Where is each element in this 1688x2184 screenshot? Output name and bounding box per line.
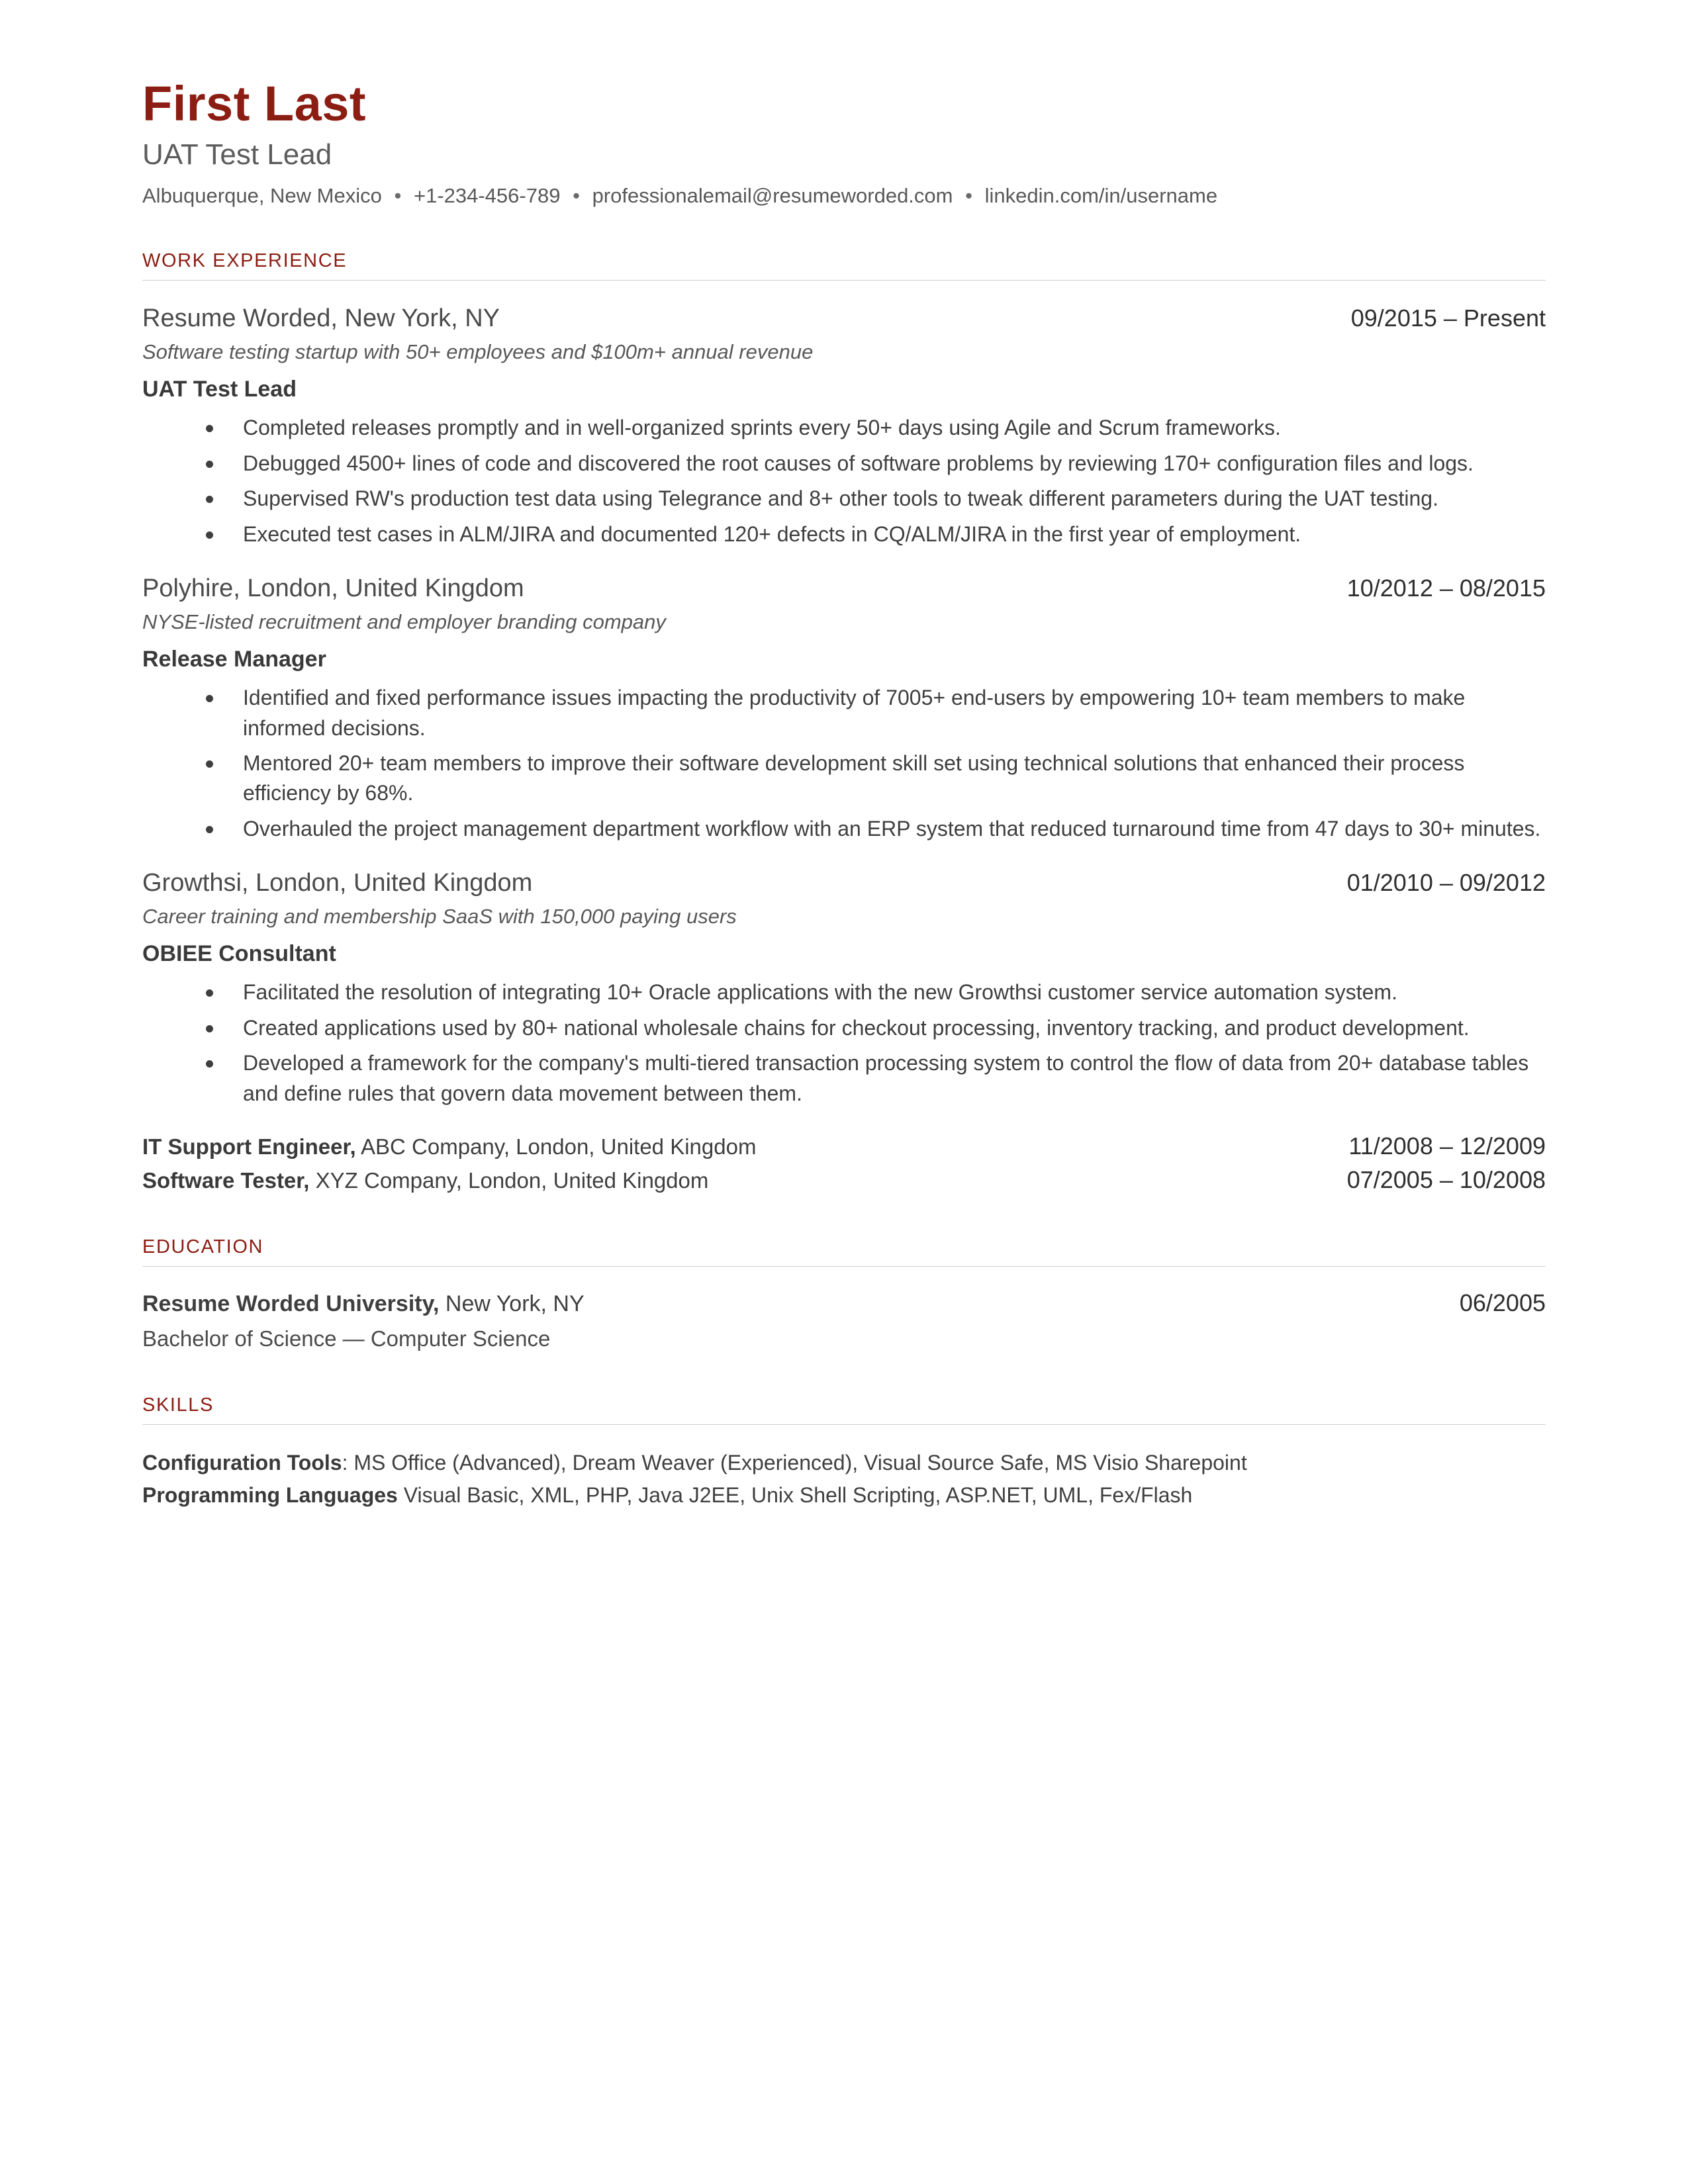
experience-dates: 10/2012 – 08/2015 [1346, 574, 1546, 602]
education-header [142, 1289, 1546, 1318]
experience-bullet: Created applications used by 80+ national wholesale chains for checkout processing, inventory tracking, and product development. [142, 1013, 1546, 1043]
education-school-location: New York, NY [439, 1291, 585, 1317]
education-degree: Bachelor of Science — Computer Science [142, 1326, 551, 1351]
short-role-text [142, 1166, 708, 1196]
short-role-title: Software Tester, [142, 1167, 310, 1193]
short-role-detail: ABC Company, London, United Kingdom [355, 1134, 757, 1160]
experience-company: Growthsi, London, United Kingdom [142, 869, 533, 897]
short-role-dates: 11/2008 – 12/2009 [1348, 1132, 1546, 1160]
experience-bullet: Mentored 20+ team members to improve their software development skill set using technical solutions that enhanced their process efficiency by 68%. [142, 749, 1546, 809]
contact-location: Albuquerque, New Mexico [142, 184, 382, 208]
education-school [142, 1289, 585, 1318]
experience-role-title: Release Manager [142, 646, 326, 672]
experience-bullet: Facilitated the resolution of integrating 10+ Oracle applications with the new Growthsi customer service automation system. [142, 978, 1546, 1007]
contact-separator: • [573, 184, 580, 208]
experience-company-blurb: NYSE-listed recruitment and employer branding company [142, 610, 666, 633]
contact-phone[interactable]: +1-234-456-789 [413, 184, 561, 208]
skill-category-label: Configuration Tools [142, 1451, 342, 1475]
experience-dates: 09/2015 – Present [1350, 304, 1546, 332]
candidate-name: First Last [142, 76, 367, 131]
skills-list [142, 1447, 1546, 1510]
skill-category-label: Programming Languages [142, 1482, 398, 1507]
contact-email[interactable]: professionalemail@resumeworded.com [592, 184, 953, 208]
resume-header [142, 78, 1546, 209]
experience-header [142, 868, 1546, 899]
contact-linkedin[interactable]: linkedin.com/in/username [984, 184, 1218, 208]
contact-line [142, 183, 1546, 209]
section-title-education: EDUCATION [142, 1236, 264, 1258]
section-divider [142, 1266, 1546, 1267]
skill-values: : MS Office (Advanced), Dream Weaver (Experienced), Visual Source Safe, MS Visio Sharepoint [342, 1451, 1247, 1475]
short-role-entry [142, 1132, 1546, 1162]
experience-company-blurb: Software testing startup with 50+ employees and $100m+ annual revenue [142, 340, 814, 363]
experience-bullet-list [142, 413, 1546, 549]
candidate-headline: UAT Test Lead [142, 138, 332, 171]
experience-bullet-list [142, 978, 1546, 1109]
short-role-title: IT Support Engineer, [142, 1134, 356, 1160]
short-role-detail: XYZ Company, London, United Kingdom [309, 1167, 709, 1193]
experience-bullet: Developed a framework for the company's multi-tiered transaction processing system to control the flow of data from 20+ database tables and define rules that govern data movement between them. [142, 1048, 1546, 1109]
short-role-entry [142, 1166, 1546, 1196]
experience-dates: 01/2010 – 09/2012 [1346, 869, 1546, 897]
short-roles-list [142, 1132, 1546, 1195]
experience-bullet: Overhauled the project management department workflow with an ERP system that reduced turnaround time from 47 days to 30+ minutes. [142, 814, 1546, 844]
experience-bullet: Supervised RW's production test data using Telegrance and 8+ other tools to tweak different parameters during the UAT testing. [142, 484, 1546, 514]
experience-bullet: Identified and fixed performance issues impacting the productivity of 7005+ end-users by empowering 10+ team members to make informed decisions. [142, 683, 1546, 743]
section-title-work-experience: WORK EXPERIENCE [142, 250, 348, 272]
experience-role-title: UAT Test Lead [142, 377, 297, 402]
experience-entry [142, 303, 1546, 549]
short-role-text [142, 1132, 756, 1162]
skill-line [142, 1480, 1546, 1510]
education-date: 06/2005 [1459, 1289, 1546, 1317]
experience-bullet: Completed releases promptly and in well-organized sprints every 50+ days using Agile and Scrum frameworks. [142, 413, 1546, 443]
experience-company-blurb: Career training and membership SaaS with 150,000 paying users [142, 904, 737, 928]
section-divider [142, 280, 1546, 281]
experience-bullet: Executed test cases in ALM/JIRA and documented 120+ defects in CQ/ALM/JIRA in the first year of employment. [142, 520, 1546, 549]
experience-bullet-list [142, 683, 1546, 844]
experience-bullet: Debugged 4500+ lines of code and discovered the root causes of software problems by reviewing 170+ configuration files and logs. [142, 449, 1546, 478]
experience-company: Resume Worded, New York, NY [142, 304, 500, 333]
experience-header [142, 573, 1546, 605]
skill-values: Visual Basic, XML, PHP, Java J2EE, Unix Shell Scripting, ASP.NET, UML, Fex/Flash [397, 1482, 1193, 1507]
section-title-skills: SKILLS [142, 1394, 214, 1416]
education-entry [142, 1289, 1546, 1353]
education-school-name: Resume Worded University, [142, 1291, 440, 1317]
skill-line [142, 1447, 1546, 1478]
short-role-dates: 07/2005 – 10/2008 [1346, 1165, 1546, 1193]
contact-separator: • [394, 184, 402, 208]
section-divider [142, 1424, 1546, 1425]
contact-separator: • [965, 184, 972, 208]
experience-header [142, 303, 1546, 335]
experience-company: Polyhire, London, United Kingdom [142, 574, 524, 603]
experience-entry [142, 573, 1546, 844]
experience-role-title: OBIEE Consultant [142, 941, 336, 967]
experience-entry [142, 868, 1546, 1109]
